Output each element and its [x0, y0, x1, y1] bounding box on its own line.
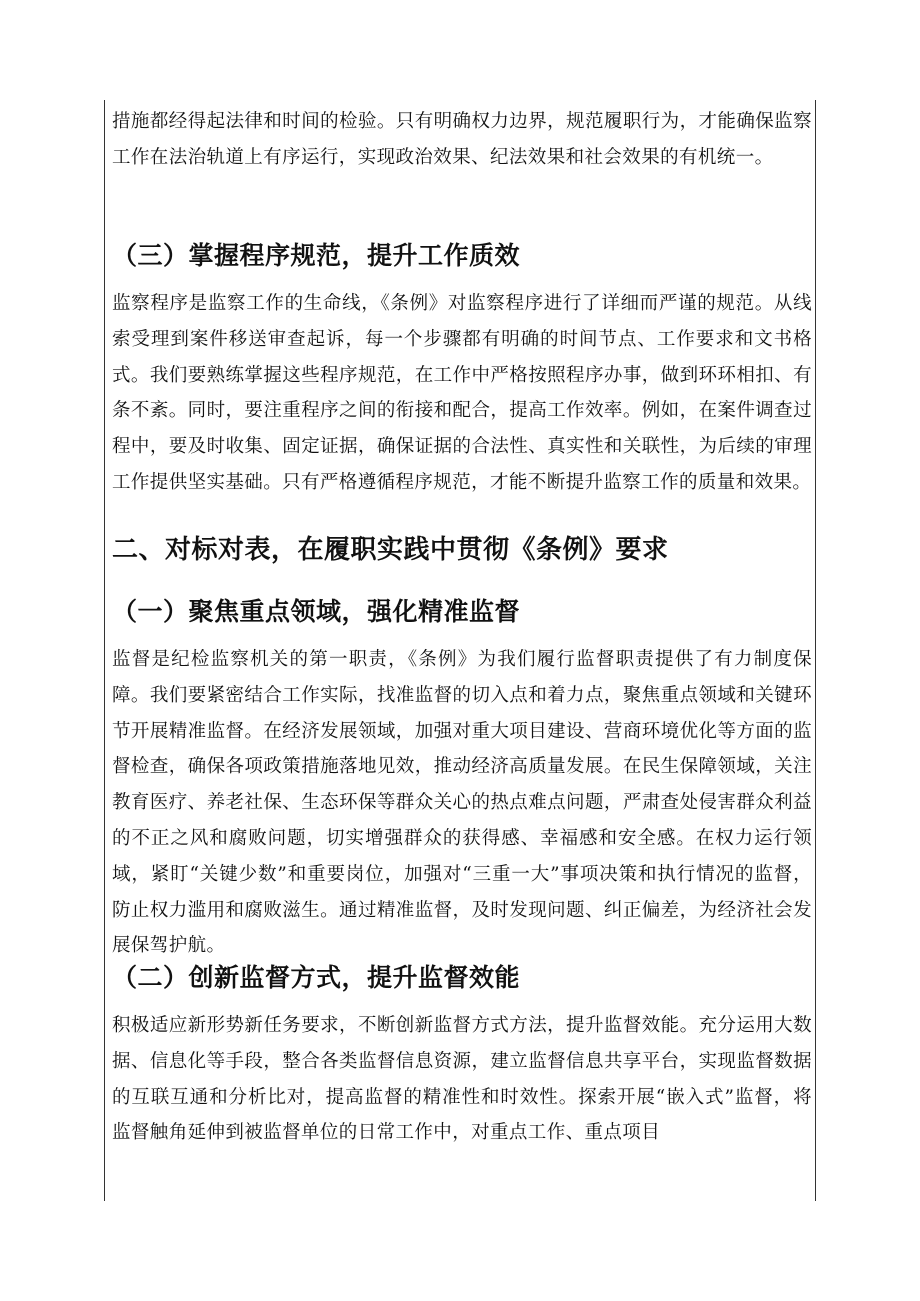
heading-section-2-1: （一）聚焦重点领域，强化精准监督	[112, 597, 521, 626]
paragraph-section-1-3: 监察程序是监察工作的生命线，《条例》对监察程序进行了详细而严谨的规范。从线索受理到案件移送审查起诉，每一个步骤都有明确的时间节点、工作要求和文书格式。我们要熟练掌握这些程序规范，在工作中严格按照程序办事，做到环环相扣、有条不紊。同时，要注重程序之间的衔接和配合，提高工作效率。例如，在案件调查过程中，要及时收集、固定证据，确保证据的合法性、真实性和关联性，为后续的审理工作提供坚实基础。只有严格遵循程序规范，才能不断提升监察工作的质量和效果。	[112, 293, 812, 493]
paragraph-top: 措施都经得起法律和时间的检验。只有明确权力边界，规范履职行为，才能确保监察工作在法治轨道上有序运行，实现政治效果、纪法效果和社会效果的有机统一。	[112, 111, 812, 168]
heading-section-2-2: （二）创新监督方式，提升监督效能	[112, 963, 521, 992]
heading-section-1-3: （三）掌握程序规范，提升工作质效	[112, 241, 521, 270]
paragraph-section-2-2: 积极适应新形势新任务要求，不断创新监督方式方法，提升监督效能。充分运用大数据、信息化等手段，整合各类监督信息资源，建立监督信息共享平台，实现监督数据的互联互通和分析比对，提高监督的精准性和时效性。探索开展“嵌入式”监督，将监督触角延伸到被监督单位的日常工作中，对重点工作、重点项目	[112, 1015, 812, 1144]
paragraph-section-2-1: 监督是纪检监察机关的第一职责，《条例》为我们履行监督职责提供了有力制度保障。我们要紧密结合工作实际，找准监督的切入点和着力点，聚焦重点领域和关键环节开展精准监督。在经济发展领域，加强对重大项目建设、营商环境优化等方面的监督检查，确保各项政策措施落地见效，推动经济高质量发展。在民生保障领域，关注教育医疗、养老社保、生态环保等群众关心的热点难点问题，严肃查处侵害群众利益的不正之风和腐败问题，切实增强群众的获得感、幸福感和安全感。在权力运行领域，紧盯“关键少数”和重要岗位，加强对“三重一大”事项决策和执行情况的监督，防止权力滥用和腐败滋生。通过精准监督，及时发现问题、纠正偏差，为经济社会发展保驾护航。	[112, 649, 812, 957]
document-body	[112, 104, 812, 1152]
heading-section-two: 二、对标对表，在履职实践中贯彻《条例》要求	[112, 535, 669, 565]
